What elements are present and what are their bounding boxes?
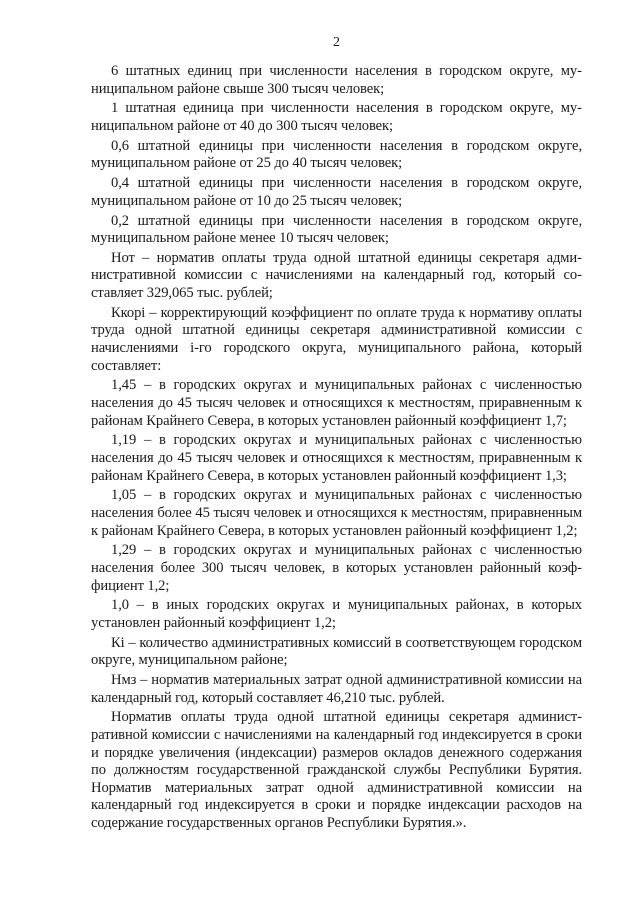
paragraph-staff-10-25k: 0,4 штатной единицы при численности населения в городском округе, муниципальном районе от 10 до 25 тысяч человек; xyxy=(91,175,582,209)
paragraph-ki-definition: Кі – количество административных комиссий в соответствующем городском округе, муниципальном районе; xyxy=(91,634,582,669)
paragraph-kkor-definition: Ккорі – корректирующий коэффициент по оплате труда к нормативу оплаты труда одной штатной единицы секретаря административной комиссии с начислениями і-го городского округа, муниципального района, который составляет: xyxy=(91,304,582,374)
document-body xyxy=(91,63,582,833)
paragraph-nmz-definition: Нмз – норматив материальных затрат одной административной комиссии на календарный год, который составляет 46,210 тыс. рублей. xyxy=(91,672,582,706)
paragraph-staff-25-40k: 0,6 штатной единицы при численности населения в городском округе, муниципальном районе от 25 до 40 тысяч человек; xyxy=(91,137,582,172)
paragraph-coef-1-19: 1,19 – в городских округах и муниципальных районах с численностью населения до 45 тысяч человек и относящихся к местностям, приравненным к районам Крайнего Севера, в которых установлен районный коэффициент 1,3; xyxy=(91,432,582,484)
page-number: 2 xyxy=(333,35,340,50)
paragraph-indexation: Норматив оплаты труда одной штатной единицы секретаря административной комиссии с начислениями на календарный год индексируется в сроки и порядке увеличения (индексации) размеров окладов денежного содержания по должностям государственной гражданской службы Республики Бурятия. Норматив материальных затрат одной административной комиссии на календарный год индексируется в сроки и порядке индексации расходов на содержание государственных органов Республики Бурятия.». xyxy=(91,709,582,831)
paragraph-coef-1-05: 1,05 – в городских округах и муниципальных районах с численностью населения более 45 тысяч человек и относящихся к местностям, приравненным к районам Крайнего Севера, в которых установлен районный коэффициент 1,2; xyxy=(91,487,582,539)
paragraph-staff-under-10k: 0,2 штатной единицы при численности населения в городском округе, муниципальном районе менее 10 тысяч человек; xyxy=(91,212,582,247)
paragraph-staff-40-300k: 1 штатная единица при численности населения в городском округе, муниципальном районе от 40 до 300 тысяч человек; xyxy=(91,100,582,134)
paragraph-coef-1-29: 1,29 – в городских округах и муниципальных районах с численностью населения более 300 тысяч человек, в которых установлен районный коэффициент 1,2; xyxy=(91,542,582,594)
paragraph-staff-300k: 6 штатных единиц при численности населения в городском округе, муниципальном районе свыше 300 тысяч человек; xyxy=(91,63,582,97)
paragraph-coef-1-0: 1,0 – в иных городских округах и муниципальных районах, в которых установлен районный коэффициент 1,2; xyxy=(91,597,582,631)
paragraph-coef-1-45: 1,45 – в городских округах и муниципальных районах с численностью населения до 45 тысяч человек и относящихся к местностям, приравненным к районам Крайнего Севера, в которых установлен районный коэффициент 1,7; xyxy=(91,377,582,429)
paragraph-not-definition: Нот – норматив оплаты труда одной штатной единицы секретаря административной комиссии с начислениями на календарный год, который составляет 329,065 тыс. рублей; xyxy=(91,249,582,302)
